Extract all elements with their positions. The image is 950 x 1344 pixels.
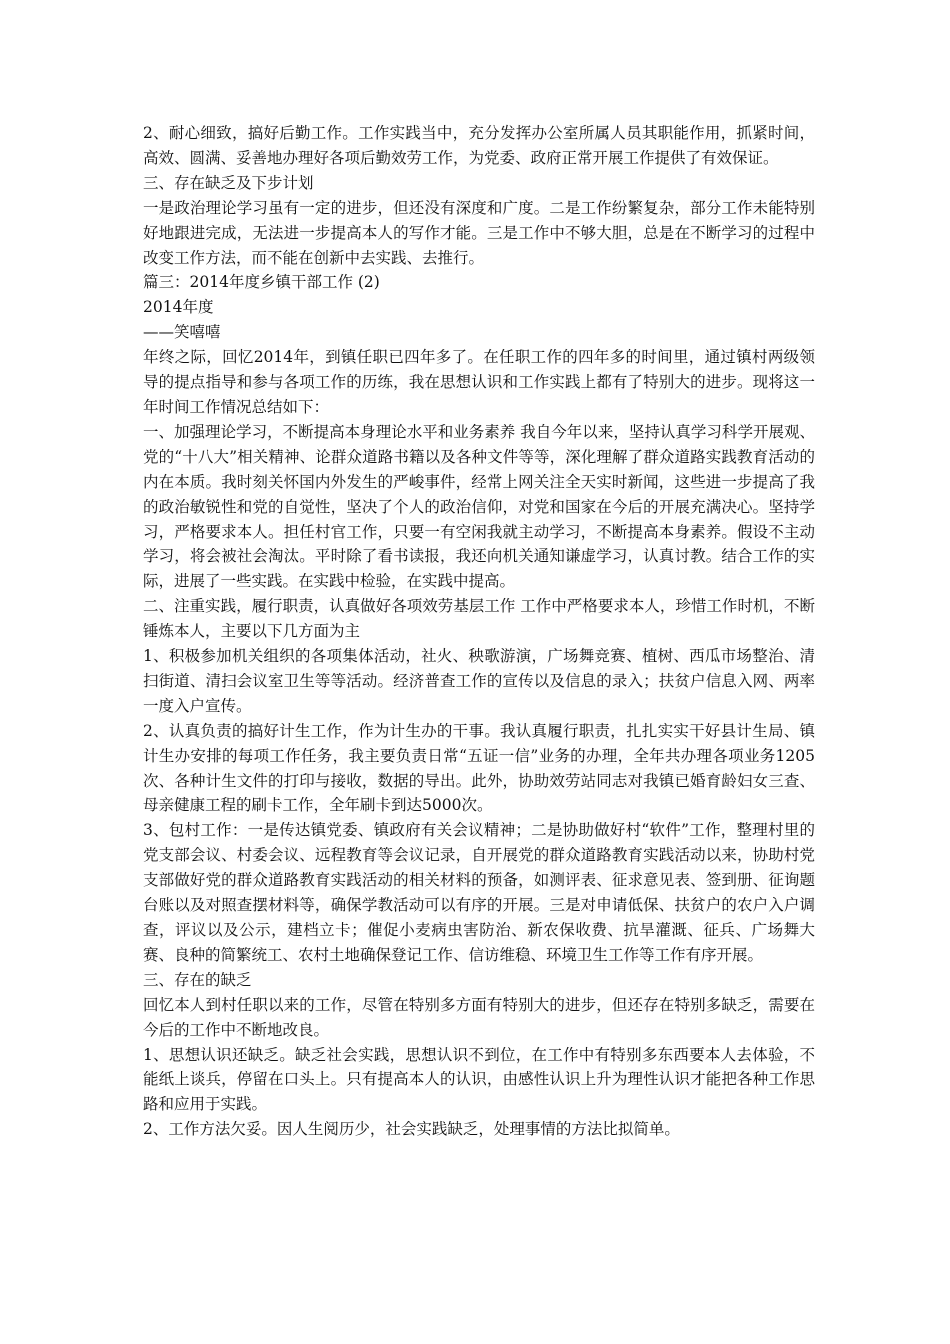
article-title: 篇三：2014年度乡镇干部工作 (2) <box>143 273 380 292</box>
article-author: ——笑嘻嘻 <box>143 323 221 342</box>
document-body <box>143 121 815 1142</box>
paragraph: 1、思想认识还缺乏。缺乏社会实践，思想认识不到位，在工作中有特别多东西要本人去体验，不能纸上谈兵，停留在口头上。只有提高本人的认识，由感性认识上升为理性认识才能把各种工作思路和应用于实践。 <box>143 1045 815 1114</box>
section-heading: 三、存在缺乏及下步计划 <box>143 173 314 192</box>
paragraph: 年终之际，回忆2014年，到镇任职已四年多了。在任职工作的四年多的时间里，通过镇村两级领导的提点指导和参与各项工作的历练，我在思想认识和工作实践上都有了特别大的进步。现将这一年时间工作情况总结如下： <box>143 348 815 416</box>
article-year: 2014年度 <box>143 298 214 317</box>
paragraph: 一、加强理论学习，不断提高本身理论水平和业务素养 我自今年以来，坚持认真学习科学开展观、党的“十八大”相关精神、论群众道路书籍以及各种文件等等，深化理解了群众道路实践教育活动的内在本质。我时刻关怀国内外发生的严峻事件，经常上网关注全天实时新闻，这些进一步提高了我的政治敏锐性和党的自觉性，坚决了个人的政治信仰，对党和国家在今后的开展充满决心。坚持学习，严格要求本人。担任村官工作，只要一有空闲我就主动学习，不断提高本身素养。假设不主动学习，将会被社会淘汰。平时除了看书读报，我还向机关通知谦虚学习，认真讨教。结合工作的实际，进展了一些实践。在实践中检验，在实践中提高。 <box>143 422 815 591</box>
section-heading: 三、存在的缺乏 <box>143 970 252 989</box>
paragraph: 1、积极参加机关组织的各项集体活动，社火、秧歌游演，广场舞竞赛、植树、西瓜市场整治、清扫街道、清扫会议室卫生等等活动。经济普查工作的宣传以及信息的录入；扶贫户信息入网、两率一度入户宣传。 <box>143 647 815 715</box>
paragraph: 一是政治理论学习虽有一定的进步，但还没有深度和广度。二是工作纷繁复杂，部分工作未能特别好地跟进完成，无法进一步提高本人的写作才能。三是工作中不够大胆，总是在不断学习的过程中改变工作方法，而不能在创新中去实践、去推行。 <box>143 198 815 267</box>
paragraph: 2、认真负责的搞好计生工作，作为计生办的干事。我认真履行职责，扎扎实实干好县计生局、镇计生办安排的每项工作任务，我主要负责日常“五证一信”业务的办理，全年共办理各项业务1205次、各种计生文件的打印与接收，数据的导出。此外，协助效劳站同志对我镇已婚育龄妇女三查、母亲健康工程的刷卡工作，全年刷卡到达5000次。 <box>143 721 815 815</box>
paragraph: 3、包村工作：一是传达镇党委、镇政府有关会议精神；二是协助做好村“软件”工作，整理村里的党支部会议、村委会议、远程教育等会议记录，自开展党的群众道路教育实践活动以来，协助村党支部做好党的群众道路教育实践活动的相关材料的预备，如测评表、征求意见表、签到册、征询题台账以及对照查摆材料等，确保学教活动可以有序的开展。三是对申请低保、扶贫户的农户入户调查，评议以及公示，建档立卡；催促小麦病虫害防治、新农保收费、抗旱灌溉、征兵、广场舞大赛、良种的简繁统工、农村土地确保登记工作、信访维稳、环境卫生工作等工作有序开展。 <box>143 821 815 964</box>
paragraph: 2、工作方法欠妥。因人生阅历少，社会实践缺乏，处理事情的方法比拟简单。 <box>143 1120 680 1139</box>
paragraph: 2、耐心细致，搞好后勤工作。工作实践当中，充分发挥办公室所属人员其职能作用，抓紧时间，高效、圆满、妥善地办理好各项后勤效劳工作，为党委、政府正常开展工作提供了有效保证。 <box>143 124 815 167</box>
paragraph: 二、注重实践，履行职责，认真做好各项效劳基层工作 工作中严格要求本人，珍惜工作时机，不断锤炼本人，主要以下几方面为主 <box>143 597 815 641</box>
paragraph: 回忆本人到村任职以来的工作，尽管在特别多方面有特别大的进步，但还存在特别多缺乏，需要在今后的工作中不断地改良。 <box>143 995 815 1039</box>
